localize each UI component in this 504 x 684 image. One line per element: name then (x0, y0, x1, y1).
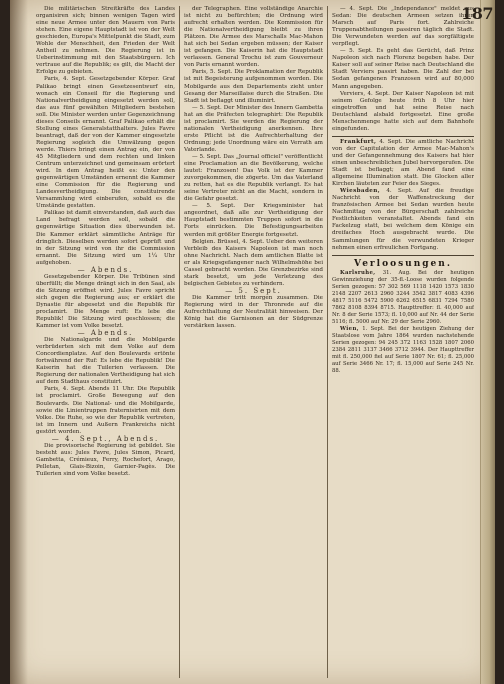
paragraph: Belgien. Brüssel, 4. Sept. Ueber den weiteren Verbleib des Kaisers Napoleon ist man noch ohne Nachricht. Nach dem amtlichen Blatte ist er als Kriegsgefangener nach Wilhelmshöhe bei Cassel gebracht worden. Die Grenzbezirke sind stark besetzt, um jede Verletzung des belgischen Gebietes zu verhindern. (184, 238, 323, 287)
binding-gutter (10, 0, 28, 684)
section-title: Verloosungen. (354, 258, 452, 269)
dispatch-heading: Wien, (340, 325, 359, 332)
section-divider (332, 255, 474, 256)
paragraph: — 5. Sept. Es geht das Gerücht, daß Prinz Napoleon sich nach Florenz begeben habe. Der Kaiser soll auf seiner Reise nach Deutschland die Stadt Verviers passirt haben. Die Zahl der bei Sedan gefangenen Franzosen wird auf 80,000 Mann angegeben. (332, 48, 474, 90)
dateline-separator: — 5. Sept. (225, 286, 282, 295)
paragraph: Die Nationalgarde und die Mobilgarde verbrüderten sich mit dem Volke auf dem Concordienplatze. Auf den Boulevards ertönte fortwährend der Ruf: Es lebe die Republik! Die Kaiserin hat die Tuilerien verlassen. Die Regierung der nationalen Vertheidigung hat sich auf dem Stadthaus constituirt. (36, 337, 175, 386)
dispatch-heading: Karlsruhe, (340, 269, 376, 276)
dispatch-text: 31. Aug. Bei der heutigen Gewinnziehung der 35-fl.-Loose wurden folgende Serien gezogen: 57 302 569 1118 1420 1573 1830 2148 2207 2613 2960 3244 3542 3817 4083 4396 4817 5116 5472 5900 6262 6515 6831 7294 7580 7862 8108 8394 8715. Haupttreffer: fl. 40,000 auf Nr. 8 der Serie 1573; fl. 10,000 auf Nr. 44 der Serie 5116; fl. 5000 auf Nr. 29 der Serie 2960. (332, 269, 474, 325)
page-edge (480, 0, 495, 684)
paragraph: Die Kammer tritt morgen zusammen. Die Regierung wird in der Thronrede auf die Aufrechthaltung der Neutralität hinweisen. Der König hat die Garnisonen an der Südgrenze verstärken lassen. (184, 294, 323, 330)
paragraph: Die militärischen Streitkräfte des Landes organisiren sich; binnen wenigen Tagen wird eine neue Armee unter den Mauern von Paris stehen. Eine eigene Hauptstadt ist von der Welt geschieden, Europa's Mittelpunkt die Stadt, zum Wohle der Menschheit, den Frieden der Welt Antheil zu nehmen. Die Regierung ist in Ueberinstimmung mit den Staatsbürgern. Ich vertraue auf die Republik; es gilt, die Macht der Erfolge zu gebieten. (36, 6, 175, 76)
dispatch-frankfurt (332, 139, 474, 188)
dispatch-heading: Frankfurt, (340, 138, 377, 145)
paragraph: Paris, 4. Sept. Abends 11 Uhr. Die Republik ist proclamirt. Große Bewegung auf den Boulevards. Die National- und die Mobilgarde, sowie die Linientruppen fraternisirten mit dem Volke. Die Ruhe, so wie der Republik vertreten, ist im Innern und Außern Frankreichs nicht gestört worden. (36, 386, 175, 435)
dispatch-text: 1. Sept. Bei der heutigen Ziehung der Staatslose vom Jahre 1864 wurden nachstehende Serien gezogen: 94 245 372 1163 1528 1807 2060 2384 2811 3137 3466 3712 3944. Der Haupttreffer mit fl. 250,000 fiel auf Serie 1807 Nr. 61; fl. 25,000 auf Serie 3466 Nr. 17; fl. 15,000 auf Serie 245 Nr. 88. (332, 325, 474, 375)
paragraph: der Telegraphen. Eine vollständige Anarchie ist nicht zu befürchten; die Ordnung wird aufrecht erhalten werden. Die Kommission für die Nationalvertheidigung bleibt zu ihren Plätzen. Die Armee des Marschalls Mac-Mahon hat sich bei Sedan ergeben müssen; der Kaiser ist gefangen. Die Kaiserin hat die Hauptstadt verlassen. General Trochu ist zum Gouverneur von Paris ernannt worden. (184, 6, 323, 69)
paragraph: — 5. Sept. Das „Journal officiel" veröffentlicht eine Proclamation an die Bevölkerung, welche lautet: Franzosen! Das Volk ist der Kammer zuvorgekommen, die zögerte. Um das Vaterland zu retten, hat es die Republik verlangt. Es hat seine Vertreter nicht an die Macht, sondern in die Gefahr gesetzt. (184, 153, 323, 203)
column-rule (327, 6, 328, 678)
paragraph: — 5. Sept. Der Minister des Innern Gambetta hat an die Präfecten telegraphirt: Die Republik ist proclamirt. Sie werden die Regierung der nationalen Vertheidigung anerkennen. Ihre erste Pflicht ist die Aufrechterhaltung der Ordnung; jede Unordnung wäre ein Verrath am Vaterlande. (184, 104, 323, 153)
lottery-karlsruhe (332, 270, 474, 326)
paragraph: Die provisorische Regierung ist gebildet. Sie besteht aus: Jules Favre, Jules Simon, Picard, Gambetta, Crémieux, Ferry, Rochefort, Arago, Pelletan, Glais-Bizoin, Garnier-Pagès. Die Tuilerien sind vom Volke besetzt. (36, 442, 175, 477)
paragraph: Gesetzgebender Körper. Die Tribünen sind überfüllt; die Menge drängt sich in den Saal, als die Sitzung eröffnet wird. Jules Favre spricht sich gegen die Regierung aus; er erklärt die Dynastie für abgesetzt und die Republik für proclamirt. Die Menge ruft: Es lebe die Republik! Die Sitzung wird geschlossen; die Kammer ist vom Volke besetzt. (36, 273, 175, 330)
column-rule (179, 6, 180, 678)
dispatch-text: 4. Sept. Auf die freudige Nachricht von der Waffenstreckung der französischen Armee bei Sedan wurden heute Nachmittag von der Bürgerschaft zahlreiche Festlichkeiten veranstaltet. Abends fand ein Fackelzug statt, bei welchem dem Könige ein dreifaches Hoch ausgebracht wurde. Die Sammlungen für die verwundeten Krieger nehmen einen erfreulichen Fortgang. (332, 188, 474, 251)
section-divider (332, 136, 474, 137)
paragraph: — 4. Sept. Die „Independance" meldet aus Sedan: Die deutschen Armeen setzen ihren Marsch auf Paris fort. Zahlreiche Truppenabtheilungen passiren täglich die Stadt. Die Verwundeten werden auf das sorgfältigste verpflegt. (332, 6, 474, 48)
lottery-wien (332, 326, 474, 375)
paragraph: Paris, 4. Sept. Gesetzgebender Körper. Graf Palikao bringt einen Gesetzesentwurf ein, wonach ein Conseil für die Regierung und Nationalvertheidigung eingesetzt werden soll, das aus fünf gewählten Mitgliedern bestehen soll. Die Minister werden unter Gegenzeichnung dieses Conseils ernannt. Graf Palikao erhält die Stellung eines Generalstatthalters. Jules Favre beantragt, daß der von der Kammer eingesetzte Regierung sogleich die Umwälzung gegen werde. Thiers bringt einen Antrag ein, der von 45 Mitgliedern und dem rechten und linken Centrum unterzeichnet und gemeinsam erörtert wird. In dem Antrag heißt es: Unter den gegenwärtigen Umständen ernennt die Kammer eine Commission für die Regierung und Landesvertheidigung. Die constituirende Versammlung wird einberufen, sobald es die Umstände gestatten. (36, 76, 175, 210)
dateline-separator: — 4. Sept., Abends. (51, 434, 160, 443)
dispatch-text: 4. Sept. Die amtliche Nachricht von der Capitulation der Armee Mac-Mahon's und der Gefangennehmung des Kaisers hat hier einen unbeschreiblichen Jubel hervorgerufen. Die Stadt ist beflaggt; am Abend fand eine allgemeine Illumination statt. Die Glocken aller Kirchen läuteten zur Feier des Sieges. (332, 138, 474, 188)
column-1 (36, 6, 175, 678)
paragraph: Verviers, 4. Sept. Der Kaiser Napoleon ist mit seinem Gefolge heute früh 8 Uhr hier eingetroffen und hat seine Reise nach Deutschland alsbald fortgesetzt. Eine große Menschenmenge hatte sich auf dem Bahnhofe eingefunden. (332, 90, 474, 132)
column-2 (184, 6, 323, 678)
paragraph: Paris, 5. Sept. Die Proklamation der Republik ist mit Begeisterung aufgenommen worden. Die Mobilgarde aus den Departements zieht unter Gesang der Marseillaise durch die Straßen. Die Stadt ist beflaggt und illuminirt. (184, 69, 323, 104)
dispatch-heading: Wiesbaden, (340, 188, 381, 195)
page-number: 187 (461, 4, 493, 23)
paragraph: — 5. Sept. Der Kriegsminister hat angeordnet, daß alle zur Vertheidigung der Hauptstadt bestimmten Truppen sofort in die Forts einrücken. Die Befestigungsarbeiten werden mit größter Energie fortgesetzt. (184, 203, 323, 238)
dateline-separator: — Abends. (77, 265, 134, 274)
newspaper-page (10, 0, 495, 684)
column-3 (332, 6, 474, 678)
dateline-separator: — Abends. (77, 329, 134, 338)
paragraph: Palikao ist damit einverstanden, daß auch das Land befragt werden soll, sobald die gegenwärtige Situation dies überwunden ist. Die Kammer erklärt sämmtliche Anträge für dringlich. Dieselben werden sofort geprüft und in der Sitzung wird von ihr die Commission ernannt. Die Sitzung wird um 1¼ Uhr aufgehoben. (36, 210, 175, 266)
dispatch-wiesbaden (332, 188, 474, 251)
